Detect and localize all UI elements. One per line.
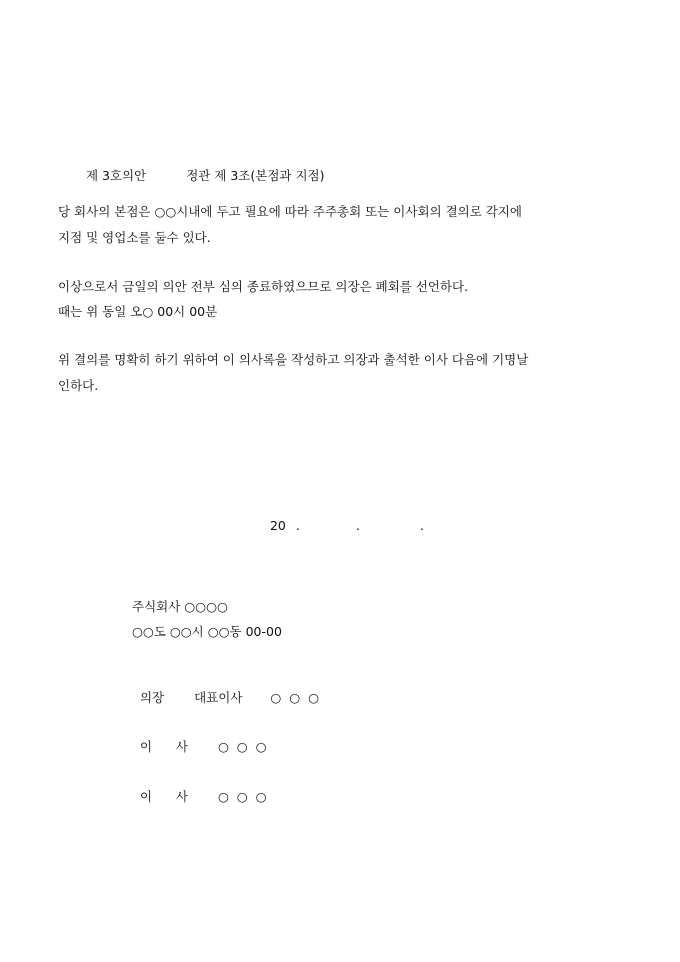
company-name: 주식회사 ○○○○: [132, 599, 228, 614]
date-separator: .: [355, 518, 360, 533]
signature-chair: [132, 674, 319, 706]
document-date: [262, 502, 424, 534]
signature-title: 대표이사: [194, 690, 243, 705]
signature-role: 이 사: [139, 789, 188, 804]
date-separator: .: [295, 518, 300, 533]
record-text-line-1: 위 결의를 명확히 하기 위하여 이 의사록을 작성하고 의장과 출석한 이사 다음에 기명날: [58, 352, 529, 367]
signature-director-2: [132, 773, 267, 805]
closing-text-line-2: 때는 위 동일 오○ 00시 00분: [58, 304, 218, 319]
closing-text-line-1: 이상으로서 금일의 의안 전부 심의 종료하였으므로 의장은 폐회를 선언하다.: [58, 279, 469, 294]
signature-name: ○ ○ ○: [217, 739, 267, 754]
agenda-title: 정관 제 3조(본점과 지점): [186, 168, 325, 183]
date-separator: .: [419, 518, 424, 533]
company-address: ○○도 ○○시 ○○동 00-00: [132, 624, 282, 639]
agenda-heading: [78, 152, 325, 184]
article-text-line-2: 지점 및 영업소를 둘수 있다.: [58, 230, 211, 245]
record-text-line-2: 인하다.: [58, 378, 99, 393]
signature-director-1: [132, 723, 267, 755]
signature-role: 이 사: [139, 739, 188, 754]
signature-name: ○ ○ ○: [217, 789, 267, 804]
date-year: 20: [269, 518, 286, 533]
agenda-number: 제 3호의안: [85, 168, 147, 183]
signature-name: ○ ○ ○: [270, 690, 320, 705]
article-text-line-1: 당 회사의 본점은 ○○시내에 두고 필요에 따라 주주총회 또는 이사회의 결의로 각지에: [58, 204, 522, 219]
signature-role: 의장: [139, 690, 165, 705]
